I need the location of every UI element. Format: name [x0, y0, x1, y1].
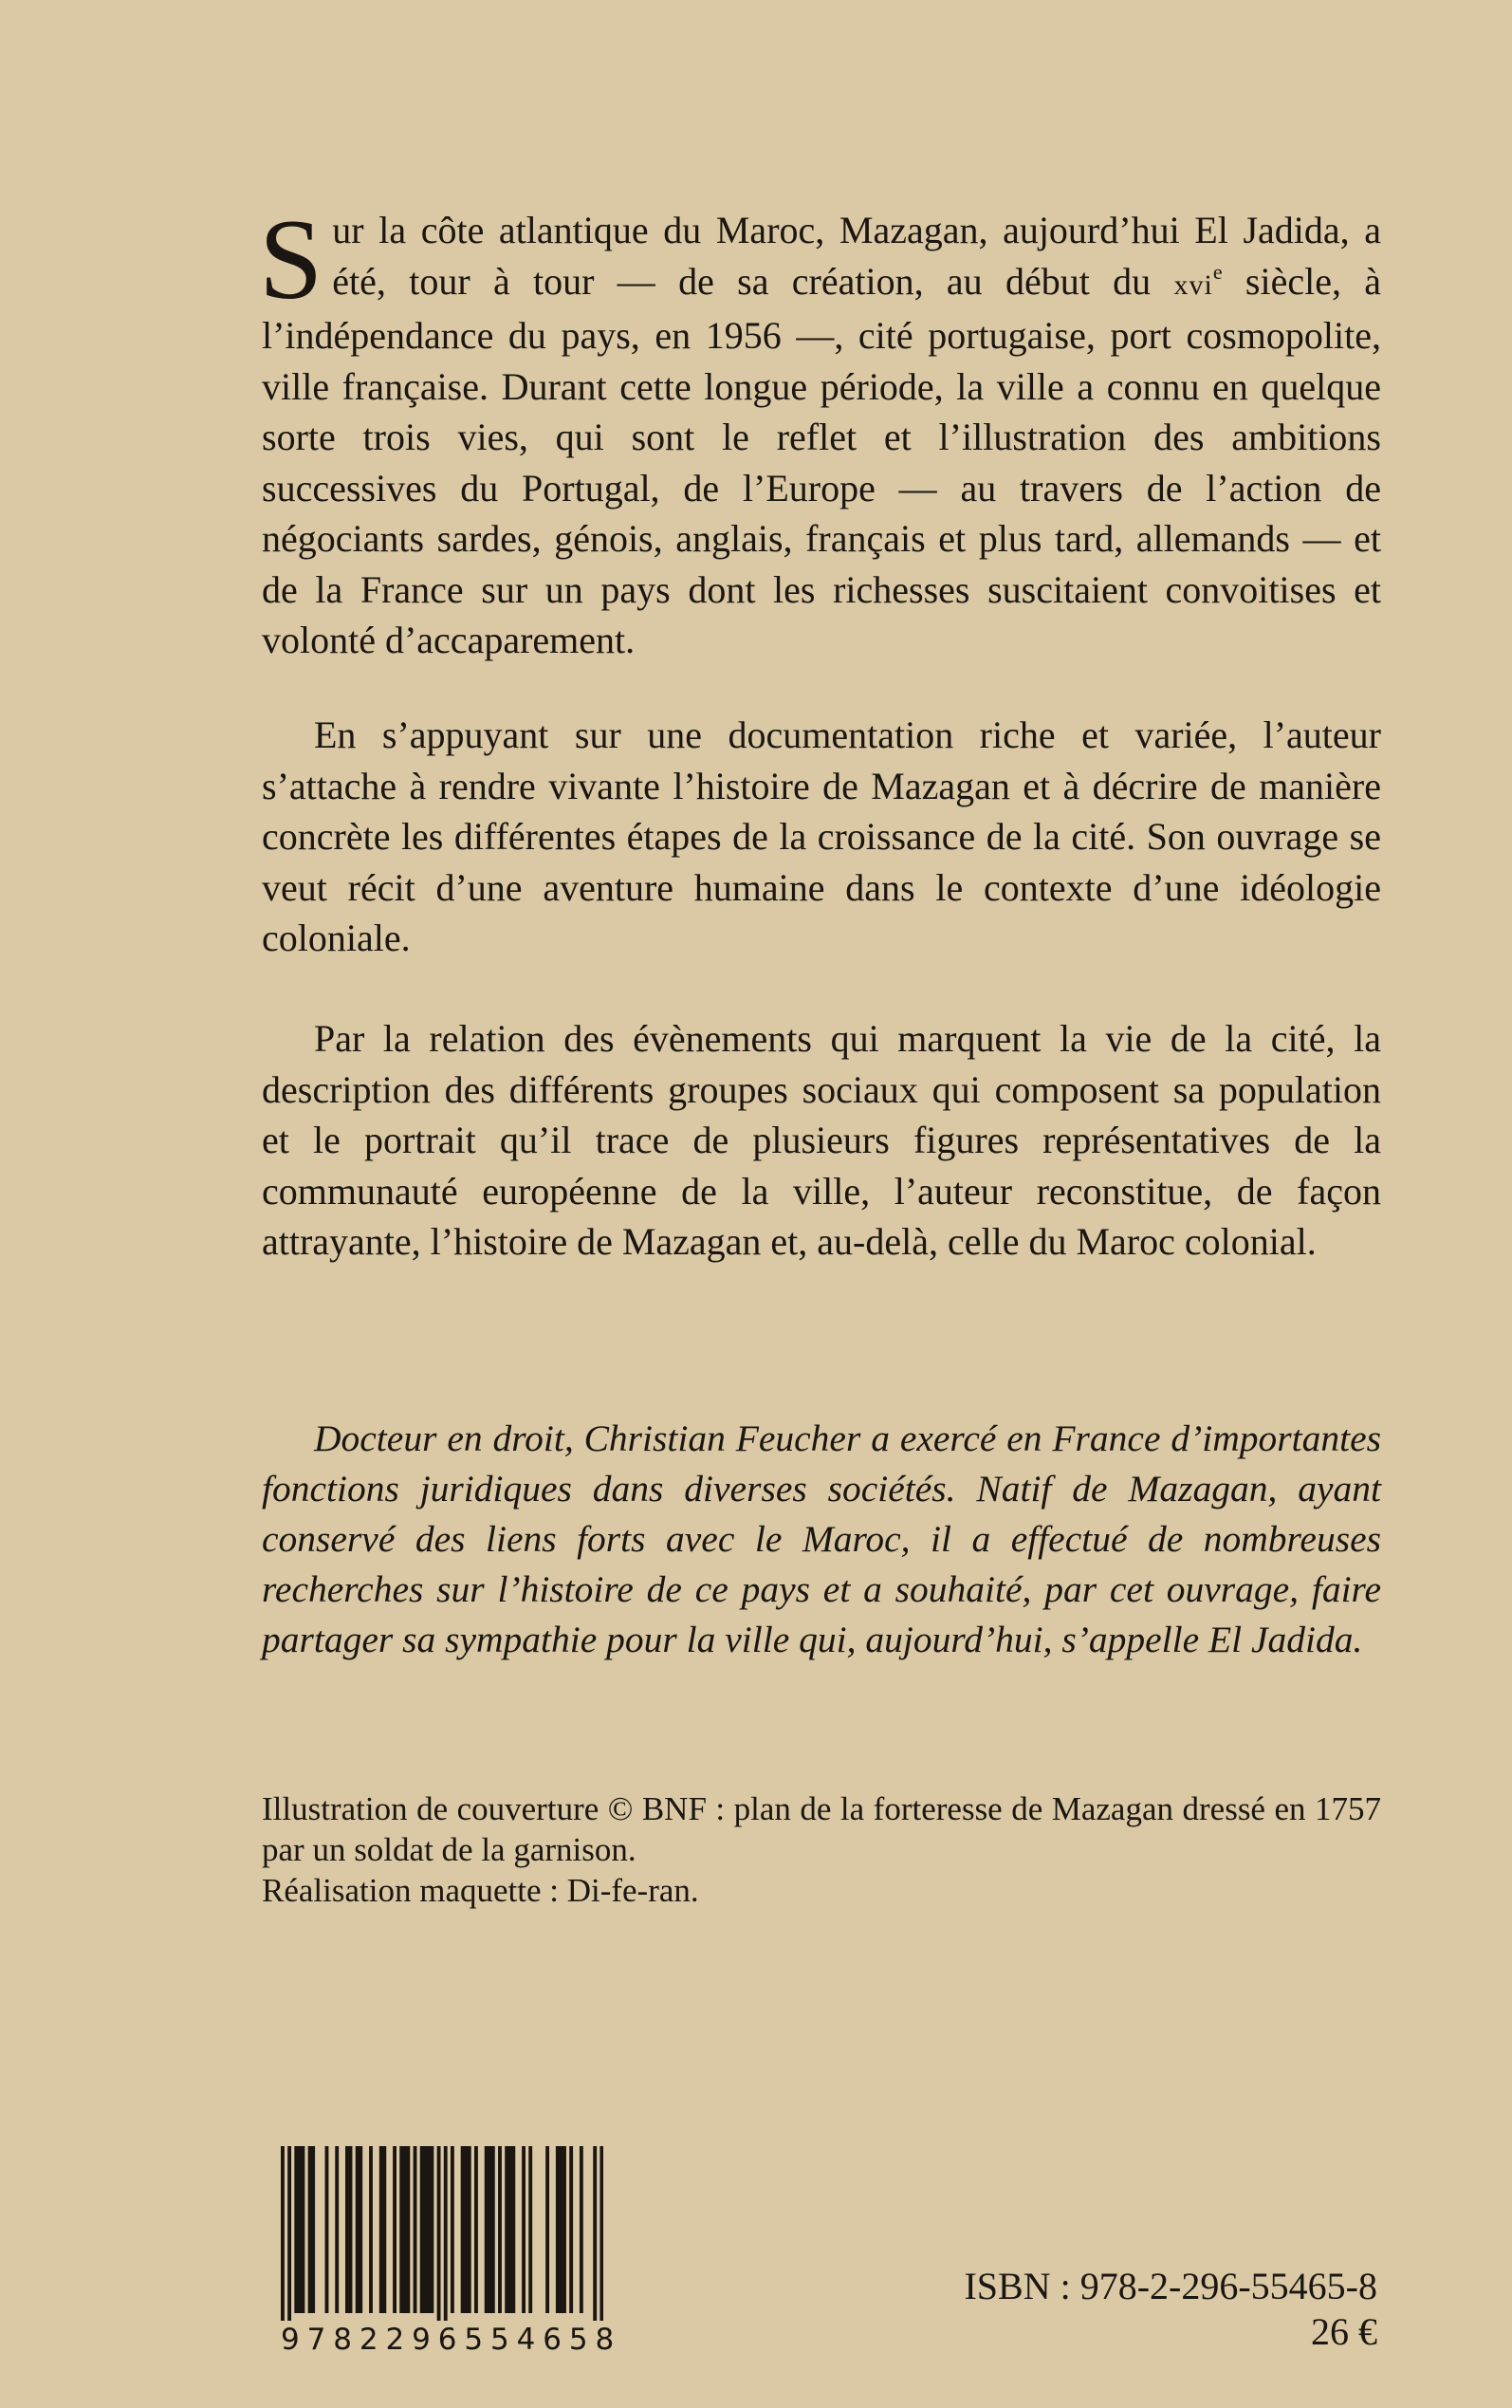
barcode-bar: [423, 2146, 427, 2313]
barcode-bar: [461, 2146, 465, 2313]
barcode-bar: [414, 2146, 417, 2313]
barcode-bar: [593, 2146, 597, 2321]
barcode-bar: [403, 2146, 407, 2313]
barcode-bar: [488, 2146, 491, 2313]
summary-paragraph-1: [259, 196, 1382, 666]
barcode-bar: [427, 2146, 431, 2313]
barcode-bar: [298, 2146, 302, 2313]
drop-cap: S: [259, 196, 323, 324]
barcode-bar: [356, 2146, 360, 2313]
barcode-bar: [511, 2146, 515, 2313]
author-biography: Docteur en droit, Christian Feucher a exercé en France d’importantes fonctions juridiques dans diverses sociétés. Natif de Mazagan, ayant conservé des liens forts avec le Maroc, il a effectué de nombreuses recherches sur l’histoire de ce pays et a souhaité, par cet ouvrage, faire partager sa sympathie pour la ville qui, aujourd’hui, s’appelle El Jadida.: [262, 1417, 1381, 1660]
barcode-bar: [382, 2146, 386, 2313]
barcode-bar: [508, 2146, 512, 2313]
barcode-bar: [287, 2146, 291, 2321]
barcode-bar: [580, 2146, 583, 2313]
barcode-bar: [406, 2146, 410, 2313]
barcode-bar: [430, 2146, 433, 2313]
layout-credit: Réalisation maquette : Di-fe-ran.: [262, 1872, 699, 1909]
barcode-bar: [281, 2146, 285, 2321]
barcode-bar: [420, 2146, 424, 2313]
barcode-bar: [308, 2146, 312, 2313]
summary-p1-end: siècle, à l’indépendance du pays, en 1956 —, cité portugaise, port cosmopolite, ville française. Durant cette longue période, la ville a connu en quelque sorte trois vies, qui sont le reflet et l’illustration des ambitions successives du Portugal, de l’Europe — au travers de l’action de négociants sardes, génois, anglais, français et plus tard, allemands — et de la France sur un pays dont les richesses suscitaient convoitises et volonté d’accaparement.: [262, 259, 1382, 661]
barcode-bar: [301, 2146, 304, 2313]
barcode-digits: 9782296554658: [281, 2323, 622, 2357]
barcode-bar: [545, 2146, 549, 2313]
summary-paragraph-2: En s’appuyant sur une documentation riche et variée, l’auteur s’attache à rendre vivante l’histoire de Mazagan et à décrire de manière concrète les différentes étapes de la croissance de la cité. Son ouvrage se veut récit d’une aventure humaine dans le contexte d’une idéologie coloniale.: [262, 713, 1381, 959]
barcode-bar: [505, 2146, 508, 2313]
barcode-bar: [335, 2146, 339, 2313]
barcode-bar: [379, 2146, 383, 2313]
barcode-bar: [491, 2146, 495, 2313]
barcode-bar: [325, 2146, 329, 2313]
barcode-bar: [464, 2146, 468, 2313]
isbn-barcode: [281, 2146, 622, 2357]
barcode-bar: [599, 2146, 603, 2321]
barcode-bar: [311, 2146, 315, 2313]
barcode-bar: [444, 2146, 448, 2321]
century-numeral: xvi: [1173, 269, 1213, 301]
barcode-bar: [437, 2146, 441, 2321]
barcode-bar: [474, 2146, 478, 2313]
barcode-bar: [393, 2146, 396, 2313]
barcode-bar: [522, 2146, 526, 2313]
barcode-bar: [485, 2146, 489, 2313]
illustration-credit: Illustration de couverture © BNF : plan de la forteresse de Mazagan dressé en 1757 par un soldat de la garnison.: [262, 1790, 1381, 1868]
barcode-bars: [281, 2146, 603, 2321]
barcode-bar: [294, 2146, 298, 2313]
barcode-bar: [399, 2146, 403, 2313]
credits: [262, 1788, 1381, 1911]
barcode-bar: [451, 2146, 454, 2313]
barcode-bar: [556, 2146, 560, 2313]
isbn-number: ISBN : 978-2-296-55465-8: [964, 2265, 1377, 2307]
barcode-bar: [468, 2146, 471, 2313]
barcode-bar: [359, 2146, 362, 2313]
century-superscript: e: [1212, 259, 1223, 284]
barcode-bar: [345, 2146, 349, 2313]
barcode-bar: [562, 2146, 566, 2313]
barcode-bar: [569, 2146, 573, 2313]
summary-paragraph-3: Par la relation des évènements qui marquent la vie de la cité, la description des différents groupes sociaux qui composent sa population et le portrait qu’il trace de plusieurs figures représentatives de la communauté européenne de la ville, l’auteur reconstitue, de façon attrayante, l’histoire de Mazagan et, au-delà, celle du Maroc colonial.: [262, 1017, 1381, 1263]
barcode-bar: [528, 2146, 532, 2313]
summary-p1-start: ur la côte atlantique du Maroc, Mazagan, aujourd’hui El Jadida, a été, tour à tour — de sa création, au début du: [332, 209, 1381, 303]
price: 26 €: [1311, 2310, 1377, 2353]
barcode-bar: [369, 2146, 373, 2313]
barcode-bar: [498, 2146, 502, 2313]
barcode-bar: [349, 2146, 353, 2313]
barcode-bar: [559, 2146, 562, 2313]
